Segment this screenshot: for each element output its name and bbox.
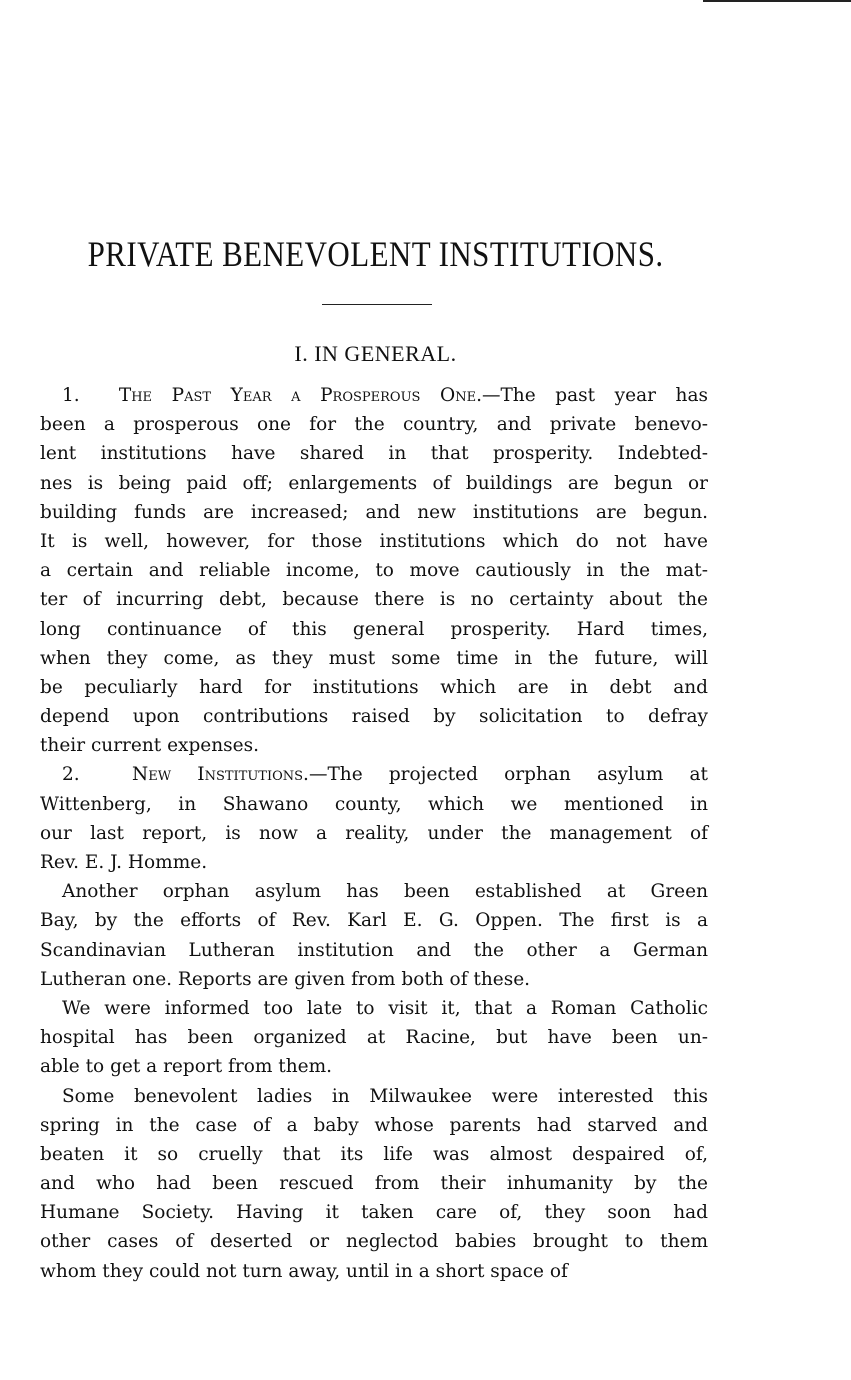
text-line: Humane Society. Having it taken care of, they soon had bbox=[40, 1202, 708, 1224]
paragraph bbox=[40, 994, 708, 1082]
section-heading: I. IN GENERAL. bbox=[294, 341, 457, 366]
text-line: Wittenberg, in Shawano county, which we mentioned in bbox=[40, 793, 708, 815]
text-line: other cases of deserted or neglectod babies brought to them bbox=[40, 1231, 708, 1253]
page-title: PRIVATE BENEVOLENT INSTITUTIONS. bbox=[87, 234, 664, 274]
text-line: Some benevolent ladies in Milwaukee were interested this bbox=[62, 1085, 708, 1107]
text-line: a certain and reliable income, to move cautiously in the mat- bbox=[40, 560, 708, 582]
text-line: long continuance of this general prosperity. Hard times, bbox=[40, 618, 708, 640]
text-line bbox=[40, 760, 708, 789]
text-line: hospital has been organized at Racine, but have been un- bbox=[40, 1027, 708, 1049]
title-divider bbox=[322, 304, 432, 305]
text-line: We were informed too late to visit it, that a Roman Catholic bbox=[62, 997, 708, 1019]
paragraph bbox=[40, 381, 708, 760]
text-line: be peculiarly hard for institutions which are in debt and bbox=[40, 676, 708, 698]
line-text: —The past year has bbox=[481, 385, 708, 406]
text-line: nes is being paid off; enlargements of buildings are begun or bbox=[40, 472, 708, 494]
text-line: It is well, however, for those institutions which do not have bbox=[40, 530, 708, 552]
body-text bbox=[40, 381, 708, 1286]
text-line: lent institutions have shared in that prosperity. Indebted- bbox=[40, 443, 708, 465]
text-line: ter of incurring debt, because there is no certainty about the bbox=[40, 589, 708, 611]
paragraph bbox=[40, 1082, 708, 1286]
text-line bbox=[40, 381, 708, 410]
paragraph-number: 1. bbox=[62, 385, 119, 406]
line-text: —The projected orphan asylum at bbox=[308, 764, 708, 786]
text-line: Rev. E. J. Homme. bbox=[40, 852, 208, 873]
text-line: able to get a report from them. bbox=[40, 1056, 332, 1078]
text-line: depend upon contributions raised by solicitation to defray bbox=[40, 706, 708, 728]
paragraph bbox=[40, 760, 708, 877]
text-line: Scandinavian Lutheran institution and the other a German bbox=[40, 939, 708, 961]
text-line: beaten it so cruelly that its life was almost despaired of, bbox=[40, 1143, 708, 1165]
paragraph-number: 2. bbox=[62, 764, 133, 786]
run-in-heading: New Institutions. bbox=[132, 764, 309, 786]
text-line: Bay, by the efforts of Rev. Karl E. G. Oppen. The first is a bbox=[40, 910, 708, 932]
text-line: building funds are increased; and new institutions are begun. bbox=[40, 501, 708, 523]
text-line: and who had been rescued from their inhumanity by the bbox=[40, 1173, 708, 1195]
text-line: spring in the case of a baby whose parents had starved and bbox=[40, 1114, 708, 1136]
text-line: their current expenses. bbox=[40, 735, 259, 757]
run-in-heading: The Past Year a Prosperous One. bbox=[118, 385, 482, 406]
text-line: Another orphan asylum has been established at Green bbox=[62, 881, 708, 903]
paragraph bbox=[40, 877, 708, 994]
text-line: Lutheran one. Reports are given from both of these. bbox=[40, 968, 531, 990]
text-line: our last report, is now a reality, under the management of bbox=[40, 822, 708, 844]
text-line: when they come, as they must some time in the future, will bbox=[40, 647, 708, 669]
text-line: been a prosperous one for the country, and private benevo- bbox=[40, 414, 708, 436]
text-line: whom they could not turn away, until in a short space of bbox=[40, 1260, 568, 1282]
corner-rule bbox=[703, 0, 851, 8]
